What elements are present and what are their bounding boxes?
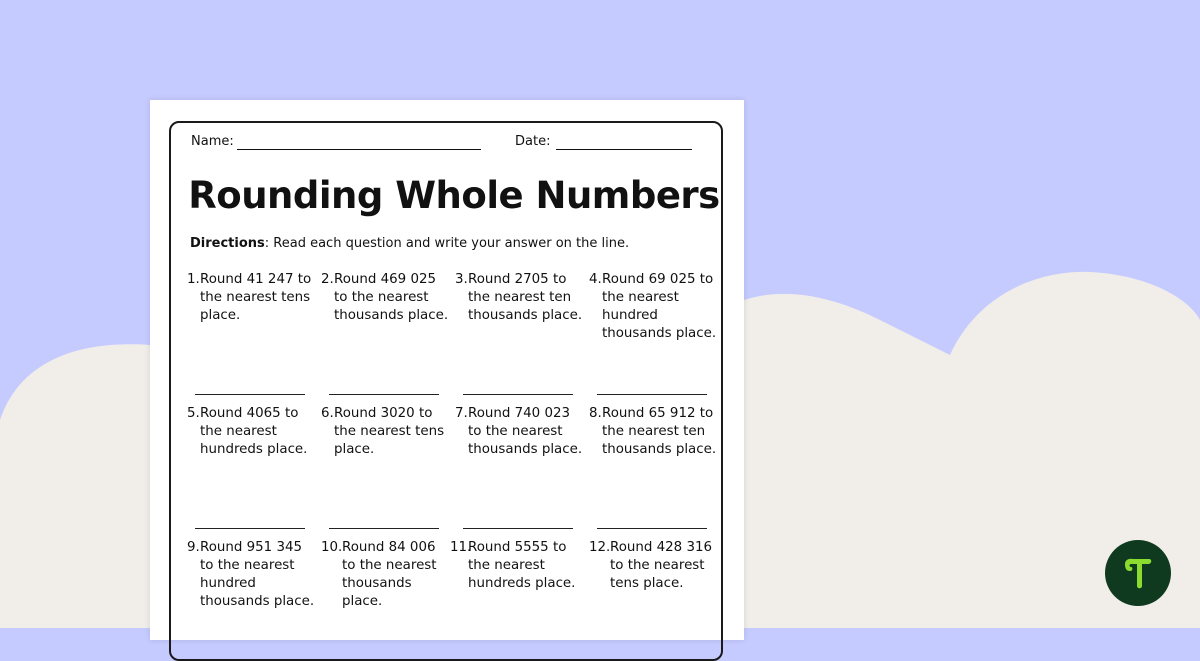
answer-line[interactable]: [195, 528, 305, 529]
question-4: [589, 271, 721, 343]
question-text: Round 951 345 to the nearest hundred thousands place.: [200, 540, 315, 609]
question-number: 12.: [589, 540, 611, 555]
name-line: [237, 149, 481, 150]
question-10: [321, 539, 453, 611]
question-number: 1.: [187, 272, 200, 287]
question-number: 7.: [455, 406, 468, 421]
question-text: Round 469 025 to the nearest thousands place.: [334, 272, 449, 323]
question-text: Round 4065 to the nearest hundreds place.: [200, 406, 308, 457]
question-text: Round 41 247 to the nearest tens place.: [200, 272, 312, 323]
question-3: [455, 271, 587, 325]
question-number: 11.: [450, 540, 472, 555]
question-text: Round 428 316 to the nearest tens place.: [610, 540, 712, 591]
question-number: 2.: [321, 272, 334, 287]
question-text: Round 3020 to the nearest tens place.: [334, 406, 445, 457]
answer-line[interactable]: [463, 528, 573, 529]
answer-line[interactable]: [329, 528, 439, 529]
question-11: [450, 539, 582, 593]
question-text: Round 2705 to the nearest ten thousands place.: [468, 272, 583, 323]
question-number: 6.: [321, 406, 334, 421]
question-9: [187, 539, 319, 611]
answer-line[interactable]: [463, 394, 573, 395]
question-text: Round 65 912 to the nearest ten thousands place.: [602, 406, 717, 457]
directions: [190, 236, 629, 251]
question-number: 3.: [455, 272, 468, 287]
question-7: [455, 405, 587, 459]
directions-text: : Read each question and write your answer on the line.: [264, 236, 630, 251]
question-5: [187, 405, 319, 459]
question-number: 10.: [321, 540, 343, 555]
question-text: Round 69 025 to the nearest hundred thousands place.: [602, 272, 717, 341]
question-number: 5.: [187, 406, 200, 421]
answer-line[interactable]: [195, 394, 305, 395]
answer-line[interactable]: [597, 394, 707, 395]
question-text: Round 5555 to the nearest hundreds place.: [468, 540, 576, 591]
question-text: Round 740 023 to the nearest thousands place.: [468, 406, 583, 457]
worksheet: [150, 100, 744, 640]
directions-label: Directions: [190, 236, 265, 251]
answer-line[interactable]: [597, 528, 707, 529]
question-number: 8.: [589, 406, 602, 421]
name-label: Name:: [191, 134, 234, 149]
question-text: Round 84 006 to the nearest thousands place.: [342, 540, 437, 609]
date-label: Date:: [515, 134, 551, 149]
question-1: [187, 271, 319, 325]
question-number: 4.: [589, 272, 602, 287]
question-8: [589, 405, 721, 459]
teach-starter-logo-icon[interactable]: [1105, 540, 1171, 606]
question-6: [321, 405, 453, 459]
question-2: [321, 271, 453, 325]
logo-glyph-icon: [1105, 540, 1171, 606]
question-12: [589, 539, 721, 593]
answer-line[interactable]: [329, 394, 439, 395]
question-number: 9.: [187, 540, 200, 555]
page-title: Rounding Whole Numbers: [188, 174, 720, 217]
date-line: [556, 149, 692, 150]
